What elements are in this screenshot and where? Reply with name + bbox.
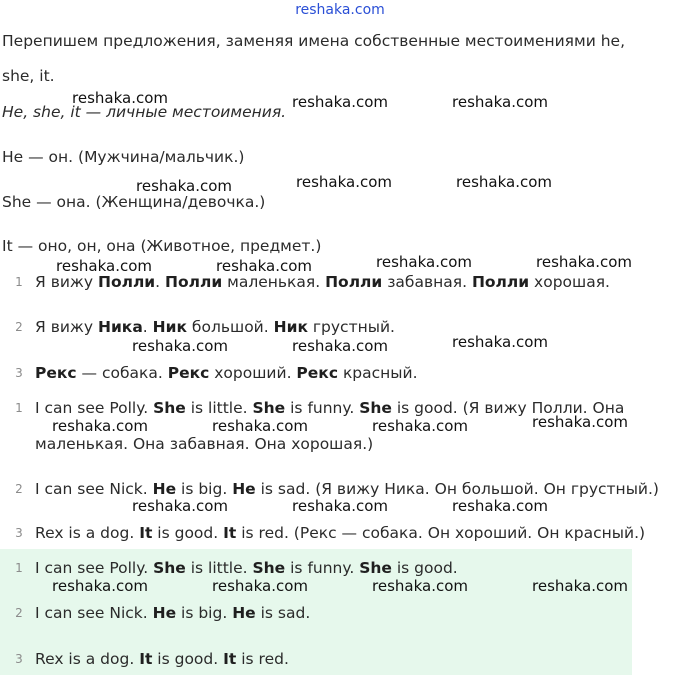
answer-sentence: I can see Nick. He is big. He is sad. bbox=[35, 604, 311, 622]
watermark: reshaka.com bbox=[132, 337, 228, 355]
item-number: 2 bbox=[15, 606, 23, 620]
watermark: reshaka.com bbox=[292, 337, 388, 355]
item-number: 1 bbox=[15, 401, 23, 415]
answer-sentence: I can see Polly. She is little. She is funny. She is good. bbox=[35, 559, 458, 577]
watermark: reshaka.com bbox=[136, 177, 232, 195]
watermark: reshaka.com bbox=[452, 333, 548, 351]
answer-sentence: Rex is a dog. It is good. It is red. bbox=[35, 650, 289, 668]
item-number: 2 bbox=[15, 482, 23, 496]
watermark: reshaka.com bbox=[296, 173, 392, 191]
watermark: reshaka.com bbox=[52, 417, 148, 435]
watermark: reshaka.com bbox=[292, 497, 388, 515]
sentence: Я вижу Полли. Полли маленькая. Полли забавная. Полли хорошая. bbox=[35, 273, 610, 291]
item-number: 1 bbox=[15, 561, 23, 575]
watermark: reshaka.com bbox=[132, 497, 228, 515]
watermark: reshaka.com bbox=[452, 497, 548, 515]
watermark: reshaka.com bbox=[212, 417, 308, 435]
watermark: reshaka.com bbox=[452, 93, 548, 111]
site-watermark-top: reshaka.com bbox=[295, 2, 385, 18]
sentence-cont: маленькая. Она забавная. Она хорошая.) bbox=[35, 435, 374, 453]
sentence: Рекс — собака. Рекс хороший. Рекс красный. bbox=[35, 364, 418, 382]
watermark: reshaka.com bbox=[52, 577, 148, 595]
watermark: reshaka.com bbox=[456, 173, 552, 191]
watermark: reshaka.com bbox=[372, 417, 468, 435]
watermark: reshaka.com bbox=[72, 89, 168, 107]
item-number: 1 bbox=[15, 275, 23, 289]
it-definition: It — оно, он, она (Животное, предмет.) bbox=[2, 237, 322, 255]
watermark: reshaka.com bbox=[212, 577, 308, 595]
watermark: reshaka.com bbox=[536, 253, 632, 271]
intro-text: Перепишем предложения, заменяя имена собственные местоимениями he, bbox=[2, 32, 625, 50]
pronouns-note: He, she, it — личные местоимения. bbox=[2, 103, 287, 121]
watermark: reshaka.com bbox=[372, 577, 468, 595]
watermark: reshaka.com bbox=[376, 253, 472, 271]
she-definition: She — она. (Женщина/девочка.) bbox=[2, 193, 266, 211]
item-number: 3 bbox=[15, 366, 23, 380]
watermark: reshaka.com bbox=[532, 413, 628, 431]
watermark: reshaka.com bbox=[532, 577, 628, 595]
item-number: 2 bbox=[15, 320, 23, 334]
item-number: 3 bbox=[15, 652, 23, 666]
intro-text-cont: she, it. bbox=[2, 67, 55, 85]
watermark: reshaka.com bbox=[292, 93, 388, 111]
sentence: I can see Polly. She is little. She is funny. She is good. (Я вижу Полли. Она bbox=[35, 399, 625, 417]
he-definition: He — он. (Мужчина/мальчик.) bbox=[2, 148, 245, 166]
sentence: Я вижу Ника. Ник большой. Ник грустный. bbox=[35, 318, 395, 336]
watermark: reshaka.com bbox=[56, 257, 152, 275]
watermark: reshaka.com bbox=[216, 257, 312, 275]
item-number: 3 bbox=[15, 526, 23, 540]
sentence: Rex is a dog. It is good. It is red. (Рекс — собака. Он хороший. Он красный.) bbox=[35, 524, 646, 542]
sentence: I can see Nick. He is big. He is sad. (Я вижу Ника. Он большой. Он грустный.) bbox=[35, 480, 659, 498]
